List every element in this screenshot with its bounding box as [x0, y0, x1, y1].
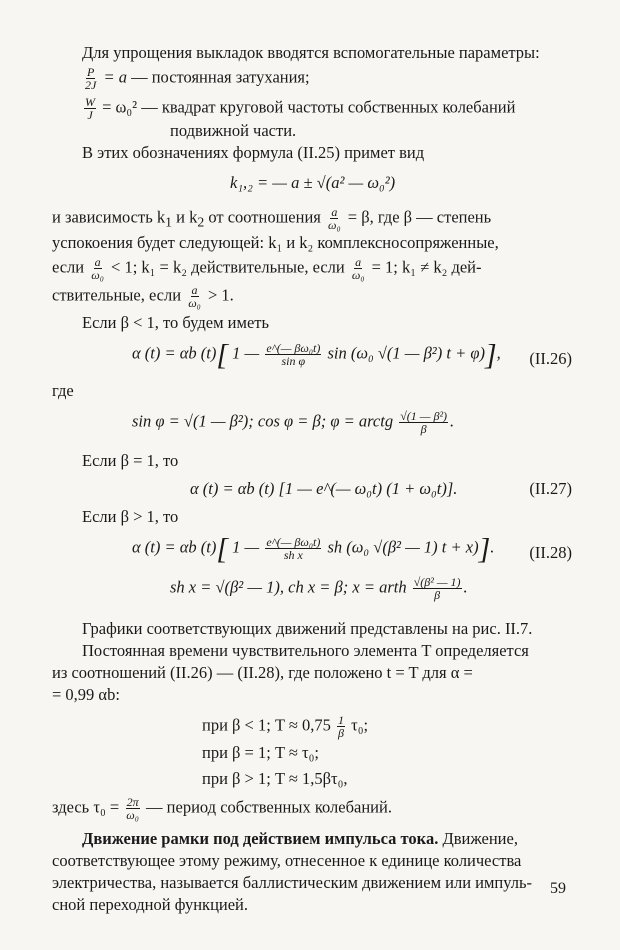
- fraction: $\frac{a}{\text{ω₀}}$: [91, 255, 104, 282]
- text-line: где: [52, 381, 74, 400]
- text-line: здесь τ₀ = $\frac{2\pi}{\text{ω₀}}$ — период собственных колебаний.: [52, 795, 392, 822]
- book-page: [52, 30, 572, 930]
- text-line: электричества, называется баллистическим движением или импуль-: [52, 873, 533, 892]
- fraction: $\frac{a}{\text{ω₀}}$: [188, 283, 201, 310]
- text-line: = 0,99 αb:: [52, 685, 120, 704]
- text-line: Для упрощения выкладок вводятся вспомогательные параметры:: [82, 43, 540, 62]
- fraction: $\frac{\text{e\textasciicircum{}(— βω₀t)}}{\text{sh x}}$: [266, 535, 321, 562]
- text-line: подвижной части.: [170, 121, 297, 140]
- condition-line: при β = 1; T ≈ τ₀;: [202, 743, 319, 762]
- equation-number: (II.26): [529, 349, 572, 368]
- equation-phi: sin φ = √(1 — β²); cos φ = β; φ = arctg $\frac{\text{√(1 — β²)}}{\beta}$ .: [132, 409, 455, 436]
- equation-number: (II.28): [529, 543, 572, 562]
- section-heading: Движение рамки под действием импульса тока.: [82, 829, 439, 848]
- text-line: Если β < 1, то будем иметь: [82, 313, 270, 332]
- param-omega-line: $\frac{W}{J}$ = ω₀² — квадрат круговой частоты собственных колебаний: [85, 95, 516, 122]
- page-number: 59: [550, 880, 566, 897]
- text-line: из соотношений (II.26) — (II.28), где положено t = T для α =: [52, 663, 473, 682]
- condition-line: при β > 1; T ≈ 1,5βτ₀,: [202, 769, 348, 788]
- fraction: $\frac{\text{e\textasciicircum{}(— βω₀t)}}{\text{sin φ}}$: [266, 341, 321, 368]
- text-line: В этих обозначениях формула (II.25) примет вид: [82, 143, 425, 162]
- equation-sh: sh x = √(β² — 1), ch x = β; x = arth $\frac{\text{√(β² — 1)}}{\beta}$ .: [170, 575, 468, 602]
- text-line: если $\frac{a}{\text{ω₀}}$ < 1; k₁ = k₂ действительные, если $\frac{a}{\text{ω₀}}$ = 1; k₁ ≠ k₂ дей-: [52, 255, 482, 282]
- text-line: соответствующее этому режиму, отнесенное к единице количества: [52, 851, 522, 870]
- fraction: $\frac{a}{\text{ω₀}}$: [351, 255, 365, 282]
- fraction: $\frac{P}{2J}$: [85, 65, 97, 92]
- text-line: Графики соответствующих движений представлены на рис. II.7.: [82, 619, 533, 638]
- text-line: Движение рамки под действием импульса тока. Движение,: [82, 829, 518, 848]
- condition-line: при β < 1; T ≈ 0,75 $\frac{1}{\beta}$ τ₀;: [202, 713, 369, 740]
- text-line: Если β = 1, то: [82, 451, 179, 470]
- equation-27: α (t) = αb (t) [1 — e^(— ω₀t) (1 + ω₀t)].: [190, 479, 458, 498]
- param-a-line: $\frac{P}{2J}$ = a — постоянная затухания;: [85, 65, 310, 92]
- text-line: и зависимость $k_1$ и $k_2$ от соотношения $\frac{a}{\text{ω₀}}$ = β, где β — степень: [52, 205, 492, 232]
- fraction: $\frac{W}{J}$: [85, 95, 95, 122]
- fraction: $\frac{1}{\beta}$: [338, 713, 345, 740]
- equation-number: (II.27): [529, 479, 572, 498]
- fraction: $\frac{2\pi}{\text{ω₀}}$: [126, 795, 139, 822]
- fraction: $\frac{\text{√(1 — β²)}}{\beta}$: [400, 409, 448, 436]
- fraction: $\frac{\text{√(β² — 1)}}{\beta}$: [413, 575, 461, 602]
- equation-k: k₁,₂ = — a ± √(a² — ω₀²): [230, 173, 396, 192]
- text-line: ствительные, если $\frac{a}{\text{ω₀}}$ > 1.: [52, 283, 234, 310]
- equation-26: α (t) = αb (t)[ 1 — $\frac{\text{e\textasciicircum{}(— βω₀t)}}{\text{sin φ}}$ sin (ω₀ √(1 — β²) t + φ)],: [132, 338, 501, 372]
- text-line: Если β > 1, то: [82, 507, 179, 526]
- text-line: успокоения будет следующей: k₁ и k₂ комплексносопряженные,: [52, 233, 499, 252]
- text-line: Постоянная времени чувствительного элемента T определяется: [82, 641, 529, 660]
- equation-28: α (t) = αb (t)[ 1 — $\frac{\text{e\textasciicircum{}(— βω₀t)}}{\text{sh x}}$ sh (ω₀ √(β² — 1) t + x)].: [132, 532, 495, 566]
- text-line: сной переходной функцией.: [52, 895, 249, 914]
- fraction: $\frac{a}{\text{ω₀}}$: [328, 205, 341, 232]
